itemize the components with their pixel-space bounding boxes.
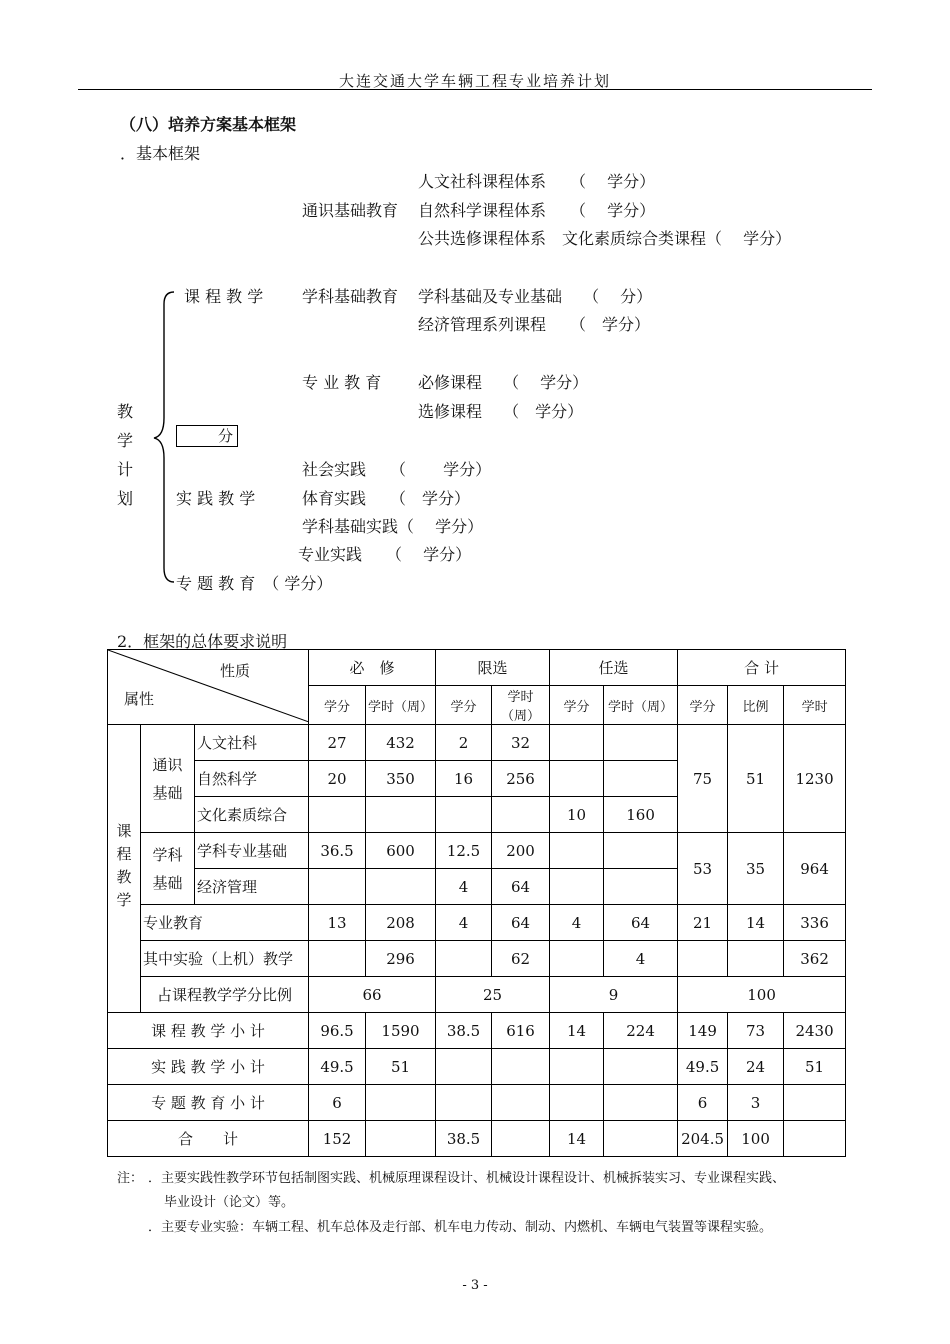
table-cell bbox=[309, 869, 366, 905]
table-cell: 6 bbox=[678, 1085, 728, 1121]
table-cell bbox=[604, 761, 678, 797]
table-cell: 38.5 bbox=[436, 1121, 492, 1157]
table-cell: 51 bbox=[366, 1049, 436, 1085]
table-cell: 362 bbox=[784, 941, 846, 977]
subhead: 学时（周） bbox=[604, 686, 678, 725]
table-cell: 296 bbox=[366, 941, 436, 977]
table-cell: 25 bbox=[436, 977, 550, 1013]
table-cell: 3 bbox=[728, 1085, 784, 1121]
table-cell: 13 bbox=[309, 905, 366, 941]
table-cell: 96.5 bbox=[309, 1013, 366, 1049]
table-cell: 12.5 bbox=[436, 833, 492, 869]
table-cell bbox=[366, 1085, 436, 1121]
table-row-label: 课 程 教 学 小 计 bbox=[108, 1013, 309, 1049]
table-cell: 14 bbox=[728, 905, 784, 941]
table-cell: 14 bbox=[550, 1013, 604, 1049]
general-basic-label bbox=[141, 725, 195, 833]
table-cell bbox=[550, 761, 604, 797]
table-cell bbox=[728, 941, 784, 977]
table-cell: 2 bbox=[436, 725, 492, 761]
diagonal-line bbox=[108, 650, 309, 722]
notes-prefix: 注： bbox=[117, 1171, 144, 1186]
table-cell: 53 bbox=[678, 833, 728, 905]
table-cell bbox=[604, 833, 678, 869]
table-cell: 204.5 bbox=[678, 1121, 728, 1157]
table-cell: 35 bbox=[728, 833, 784, 905]
table-cell bbox=[366, 1121, 436, 1157]
table-cell bbox=[492, 797, 550, 833]
table-cell: 21 bbox=[678, 905, 728, 941]
economics-courses: 经济管理系列课程 （ 学分） bbox=[418, 315, 651, 334]
special-education: 专 题 教 育 （ 学分） bbox=[176, 574, 333, 593]
table-cell: 4 bbox=[436, 905, 492, 941]
table-cell: 62 bbox=[492, 941, 550, 977]
root-char-2: 学 bbox=[117, 431, 134, 450]
root-char-1: 教 bbox=[117, 402, 134, 421]
table-cell: 51 bbox=[784, 1049, 846, 1085]
table-cell: 336 bbox=[784, 905, 846, 941]
table-cell: 49.5 bbox=[309, 1049, 366, 1085]
table-cell bbox=[436, 941, 492, 977]
table-cell bbox=[550, 725, 604, 761]
general-education: 通识基础教育 bbox=[302, 201, 399, 220]
table-cell: 152 bbox=[309, 1121, 366, 1157]
table-cell: 160 bbox=[604, 797, 678, 833]
table-row-label: 学科专业基础 bbox=[195, 833, 309, 869]
practice-teaching: 实 践 教 学 bbox=[176, 489, 256, 508]
subject-basic-courses: 学科基础及专业基础 （ 分） bbox=[418, 287, 653, 306]
corner-nature: 性质 bbox=[220, 662, 251, 680]
subhead: 学时（周） bbox=[366, 686, 436, 725]
root-char-3: 计 bbox=[117, 460, 134, 479]
table-cell bbox=[492, 1085, 550, 1121]
table-row-label: 合 计 bbox=[108, 1121, 309, 1157]
table-row-label: 占课程教学学分比例 bbox=[141, 977, 309, 1013]
corner-attribute: 属性 bbox=[124, 690, 155, 708]
table-cell bbox=[604, 869, 678, 905]
group-total: 合 计 bbox=[678, 650, 846, 686]
table-cell bbox=[492, 1121, 550, 1157]
subhead: 学时（周） bbox=[492, 686, 550, 725]
section-title: （八）培养方案基本框架 bbox=[120, 115, 297, 134]
subject-basic-text: 学科基础 bbox=[152, 845, 183, 892]
root-credit-box: 分 bbox=[176, 425, 238, 447]
table-row-label: 文化素质综合 bbox=[195, 797, 309, 833]
subject-education: 学科基础教育 bbox=[302, 287, 399, 306]
subhead: 学分 bbox=[678, 686, 728, 725]
page-header: 大连交通大学车辆工程专业培养计划 bbox=[338, 72, 611, 90]
table-cell: 73 bbox=[728, 1013, 784, 1049]
table-cell bbox=[309, 797, 366, 833]
table-cell: 4 bbox=[436, 869, 492, 905]
subhead: 学时 bbox=[784, 686, 846, 725]
table-cell bbox=[784, 1085, 846, 1121]
science-system: 自然科学课程体系 （ 学分） bbox=[418, 201, 656, 220]
credit-table bbox=[107, 649, 846, 1157]
table-cell: 964 bbox=[784, 833, 846, 905]
table-cell: 200 bbox=[492, 833, 550, 869]
table-row-label: 专业教育 bbox=[141, 905, 309, 941]
table-cell: 4 bbox=[604, 941, 678, 977]
table-cell bbox=[436, 1085, 492, 1121]
root-char-4: 划 bbox=[117, 489, 134, 508]
note-line-1: ．主要实践性教学环节包括制图实践、机械原理课程设计、机械设计课程设计、机械拆装实习、专业课程实践、 bbox=[148, 1171, 786, 1186]
table-cell bbox=[604, 1049, 678, 1085]
table-cell bbox=[366, 797, 436, 833]
table-cell: 256 bbox=[492, 761, 550, 797]
table-cell: 64 bbox=[492, 905, 550, 941]
table-row-label: 经济管理 bbox=[195, 869, 309, 905]
elective-system: 公共选修课程体系 文化素质综合类课程（ 学分） bbox=[418, 229, 792, 248]
table-cell bbox=[436, 1049, 492, 1085]
header-rule bbox=[78, 89, 872, 90]
table-cell: 16 bbox=[436, 761, 492, 797]
humanities-system: 人文社科课程体系 （ 学分） bbox=[418, 172, 656, 191]
table-cell bbox=[309, 941, 366, 977]
table-row-label: 人文社科 bbox=[195, 725, 309, 761]
table-cell: 100 bbox=[728, 1121, 784, 1157]
course-teaching: 课 程 教 学 bbox=[184, 287, 264, 306]
table-cell: 2430 bbox=[784, 1013, 846, 1049]
table-cell: 1590 bbox=[366, 1013, 436, 1049]
table-cell: 49.5 bbox=[678, 1049, 728, 1085]
table-cell: 66 bbox=[309, 977, 436, 1013]
table-cell: 432 bbox=[366, 725, 436, 761]
table-cell: 27 bbox=[309, 725, 366, 761]
table-cell: 208 bbox=[366, 905, 436, 941]
table-cell: 9 bbox=[550, 977, 678, 1013]
note-line-1b: 毕业设计（论文）等。 bbox=[164, 1195, 295, 1210]
table-cell bbox=[604, 725, 678, 761]
table-row-label: 自然科学 bbox=[195, 761, 309, 797]
major-education: 专 业 教 育 bbox=[302, 373, 382, 392]
table-cell bbox=[550, 869, 604, 905]
social-practice: 社会实践 （ 学分） bbox=[302, 460, 492, 479]
course-teaching-label: 课程教学 bbox=[108, 725, 141, 1013]
page-number: - 3 - bbox=[462, 1278, 488, 1293]
subsection-requirements: 2．框架的总体要求说明 bbox=[117, 632, 288, 651]
table-cell: 38.5 bbox=[436, 1013, 492, 1049]
sports-practice: 体育实践 （ 学分） bbox=[302, 489, 471, 508]
optional-courses: 选修课程 （ 学分） bbox=[418, 402, 584, 421]
table-cell: 64 bbox=[492, 869, 550, 905]
general-basic-text: 通识基础 bbox=[152, 755, 183, 802]
table-cell: 350 bbox=[366, 761, 436, 797]
subhead: 学分 bbox=[436, 686, 492, 725]
table-cell: 14 bbox=[550, 1121, 604, 1157]
table-cell: 1230 bbox=[784, 725, 846, 833]
table-cell bbox=[550, 941, 604, 977]
subject-basic-label bbox=[141, 833, 195, 905]
major-practice: 专业实践 （ 学分） bbox=[298, 545, 472, 564]
table-cell bbox=[550, 1049, 604, 1085]
table-cell: 32 bbox=[492, 725, 550, 761]
group-required: 必 修 bbox=[309, 650, 436, 686]
required-courses: 必修课程 （ 学分） bbox=[418, 373, 589, 392]
table-cell: 24 bbox=[728, 1049, 784, 1085]
table-cell bbox=[604, 1121, 678, 1157]
subhead: 学分 bbox=[309, 686, 366, 725]
table-row-label: 实 践 教 学 小 计 bbox=[108, 1049, 309, 1085]
table-cell: 75 bbox=[678, 725, 728, 833]
table-cell bbox=[492, 1049, 550, 1085]
table-cell: 51 bbox=[728, 725, 784, 833]
table-cell bbox=[784, 1121, 846, 1157]
table-row-label: 专 题 教 育 小 计 bbox=[108, 1085, 309, 1121]
table-cell: 224 bbox=[604, 1013, 678, 1049]
table-cell bbox=[550, 1085, 604, 1121]
subsection-basic-framework: ．基本框架 bbox=[120, 144, 201, 163]
subject-practice: 学科基础实践（ 学分） bbox=[302, 517, 484, 536]
table-cell bbox=[604, 1085, 678, 1121]
group-limited: 限选 bbox=[436, 650, 550, 686]
table-cell bbox=[366, 869, 436, 905]
table-cell: 600 bbox=[366, 833, 436, 869]
group-optional: 任选 bbox=[550, 650, 678, 686]
table-cell: 616 bbox=[492, 1013, 550, 1049]
table-cell: 149 bbox=[678, 1013, 728, 1049]
subhead: 比例 bbox=[728, 686, 784, 725]
table-cell: 64 bbox=[604, 905, 678, 941]
table-cell: 20 bbox=[309, 761, 366, 797]
table-corner-cell bbox=[108, 650, 309, 725]
note-line-2: ．主要专业实验：车辆工程、机车总体及走行部、机车电力传动、制动、内燃机、车辆电气装置等课程实验。 bbox=[148, 1220, 773, 1235]
table-cell: 6 bbox=[309, 1085, 366, 1121]
table-cell: 36.5 bbox=[309, 833, 366, 869]
table-cell bbox=[678, 941, 728, 977]
table-cell: 10 bbox=[550, 797, 604, 833]
table-cell: 100 bbox=[678, 977, 846, 1013]
table-row-label: 其中实验（上机）教学 bbox=[141, 941, 309, 977]
table-cell bbox=[436, 797, 492, 833]
table-cell: 4 bbox=[550, 905, 604, 941]
table-cell bbox=[550, 833, 604, 869]
subhead: 学分 bbox=[550, 686, 604, 725]
